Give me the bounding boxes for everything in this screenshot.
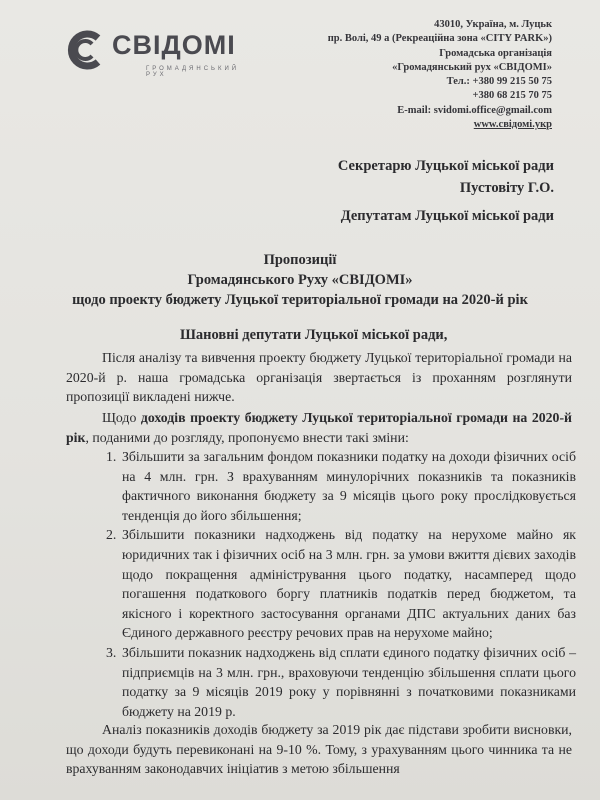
address-line-1: 43010, Україна, м. Луцьк — [434, 19, 552, 30]
title-line-3: щодо проекту бюджету Луцької територіальної громади на 2020-й рік — [72, 292, 528, 308]
phone-1: Тел.: +380 99 215 50 75 — [446, 76, 552, 88]
list-text: Збільшити показники надходжень від податку на нерухоме майно як юридичних так і фізичних осіб на 3 млн. грн. за умови вжиття дієвих заходів щодо покращення адміністрування цього податку, насамперед щодо погашення податкового боргу платників податків перед бюджетом, та якісного і коректного застосування органами ДПС актуальних даних баз Єдиного державного реєстру речових прав на нерухоме майно; — [122, 527, 576, 641]
document-title — [40, 250, 560, 310]
website-link[interactable]: www.свідомі.укр — [473, 119, 552, 131]
org-line-2: «Громадянський рух «СВІДОМІ» — [392, 61, 552, 73]
list-item — [66, 643, 576, 721]
phone-2: +380 68 215 70 75 — [472, 90, 552, 102]
address-line-2: пр. Волі, 49 а (Рекреаційна зона «CITY PARK») — [327, 33, 552, 45]
paragraph-2-prefix: Щодо — [102, 410, 141, 425]
email: E-mail: svidomi.office@gmail.com — [397, 104, 552, 116]
addressee-line-2: Пустовіту Г.О. — [459, 180, 554, 196]
paragraph-1: Після аналізу та вивчення проекту бюджету Луцької територіальної громади на 2020-й р. наша громадська організація звертається із проханням розглянути пропозиції викладені нижче. — [66, 350, 572, 405]
list-number: 3. — [106, 644, 117, 660]
list-text: Збільшити за загальним фондом показники податку на доходи фізичних осіб на 4 млн. грн. З врахуванням минулорічних показників та показників фактичного виконання бюджету за 9 місяців цього року прослідковується тенденція до його збільшення; — [122, 449, 576, 523]
logo — [62, 26, 252, 76]
list-number: 2. — [106, 527, 117, 543]
addressee-line-3: Депутатам Луцької міської ради — [340, 208, 554, 224]
svidomi-logo-icon — [62, 28, 106, 72]
paragraph-2 — [66, 408, 572, 447]
logo-subtitle: ГРОМАДЯНСЬКИЙ РУХ — [146, 66, 240, 78]
title-line-1: Пропозиції — [263, 252, 337, 268]
paragraph-3: Аналіз показників доходів бюджету за 2019 рік дає підстави зробити висновки, що доходи будуть перевиконані на 9-10 %. Тому, з урахуванням цього чинника та не врахуванням законодавчих ініціатив з метою збільшення — [66, 722, 572, 777]
list-item — [66, 447, 576, 525]
list-text: Збільшити показник надходжень від сплати єдиного податку фізичних осіб – підприємців на 3 млн. грн., враховуючи тенденцію збільшення сплати цього податку за 9 місяців 2019 року у порівнянні з початковими показниками бюджету на 2019 р. — [122, 644, 576, 719]
list-item — [66, 525, 576, 643]
org-line-1: Громадська організація — [439, 47, 552, 59]
salutation: Шановні депутати Луцької міської ради, — [180, 327, 448, 343]
letterhead-contacts — [252, 18, 552, 132]
paragraph-2-suffix: , поданими до розгляду, пропонуємо внести такі зміни: — [85, 429, 409, 445]
proposal-list — [66, 447, 576, 721]
logo-text: СВІДОМІ — [112, 30, 236, 60]
list-number: 1. — [106, 449, 117, 464]
addressee-line-1: Секретарю Луцької міської ради — [337, 158, 554, 174]
title-line-2: Громадянського Руху «СВІДОМІ» — [187, 272, 413, 288]
paragraph-2-bold: доходів проекту бюджету Луцької територіальної громади на 2020-й рік — [66, 410, 572, 445]
